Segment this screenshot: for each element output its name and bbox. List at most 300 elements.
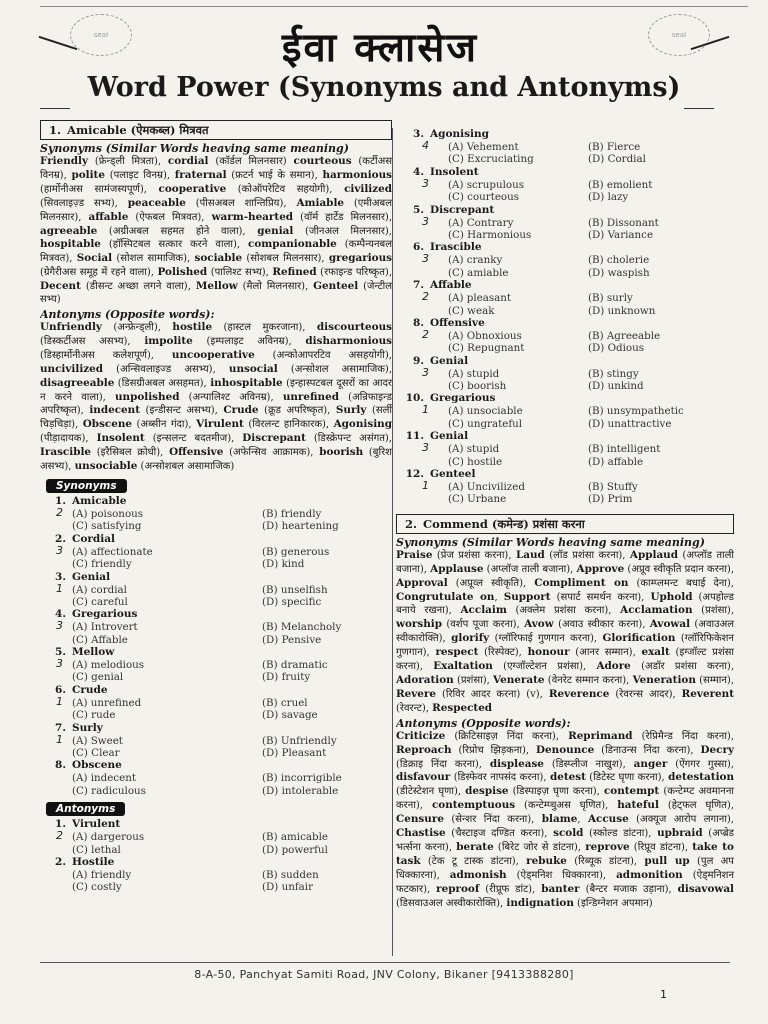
question-number: 1.: [55, 494, 66, 507]
question-title: [40, 646, 392, 659]
vocab-meaning: (सर्ली चिड़चिड़ा),: [40, 405, 392, 431]
handwritten-answer-mark: 2: [56, 505, 63, 519]
option-d: (D) unknown: [588, 304, 656, 317]
option-d: (D) savage: [262, 709, 318, 722]
option-c: (C) hostile: [448, 455, 503, 468]
vocab-word: disagreeable: [40, 376, 115, 389]
question-title: [40, 495, 392, 508]
vocab-word: Accuse: [587, 813, 629, 826]
vocab-word: Crude: [223, 404, 259, 417]
vocab-meaning: (फ्रेन्ड्ली मित्रता),: [88, 156, 168, 167]
section-number: 2.: [405, 516, 418, 531]
vocab-word: Decry: [700, 743, 735, 756]
option-row: [40, 694, 392, 709]
option-d: (D) heartening: [262, 520, 339, 533]
vocab-word: Offensive: [169, 446, 224, 459]
question-word: Offensive: [430, 316, 485, 329]
antonym-questions: [40, 818, 392, 894]
vocab-meaning: (सोशबल मिलनसार),: [242, 253, 329, 265]
vocab-word: Reproach: [396, 743, 452, 756]
vocab-meaning: (रेवरन्स आदर),: [609, 688, 682, 700]
question-number: 6.: [55, 683, 66, 696]
vocab-word: hostile: [172, 320, 213, 333]
option-d: (D) Variance: [588, 228, 654, 241]
vocab-meaning: (पालिश्ट सभ्य),: [207, 267, 273, 279]
footer-address: 8-A-50, Panchyat Samiti Road, JNV Colony, Bikaner [9413388280]: [194, 968, 574, 981]
vocab-meaning: (अप्रूव्ल स्वीकृति),: [447, 577, 535, 589]
handwritten-answer-mark: 1: [56, 694, 63, 708]
vocab-meaning: (आनर सम्मान),: [569, 647, 642, 659]
option-c: (C) courteous: [448, 191, 520, 204]
option-row: [396, 380, 734, 392]
option-row: [40, 747, 392, 759]
vocab-meaning: (इन्डिग्नेशन अपमान): [573, 897, 653, 909]
vocab-word: unsociable: [74, 460, 138, 473]
option-b: (B) incorrigible: [262, 772, 342, 785]
option-row: [40, 709, 392, 721]
vocab-word: Glorification: [602, 632, 676, 645]
vocab-meaning: (ग्लॉरिफाई गुणगान करना),: [489, 633, 603, 645]
right-column: [396, 128, 734, 910]
vocab-meaning: (फ्रटर्न भाई के समान),: [226, 169, 323, 181]
vocab-meaning: (अवाउ स्वीकार करना),: [553, 619, 650, 631]
vocab-meaning: (इन्हास्पटबल दूसरों का आदर न करने वाला),: [40, 377, 393, 403]
vocab-word: Surly: [335, 404, 367, 417]
question-item: [396, 128, 734, 166]
synonyms-heading: Synonyms (Similar Words heaving same meaning): [40, 142, 349, 155]
question-title: [396, 317, 734, 330]
question-title: [396, 355, 734, 368]
question-word: Genial: [72, 570, 111, 583]
handwritten-answer-mark: 3: [56, 543, 63, 557]
vocab-meaning: (क्रूड अपरिष्कृत),: [258, 405, 336, 417]
vocab-word: Polished: [157, 266, 208, 279]
vocab-word: Reverence: [548, 687, 610, 700]
vocab-word: despise: [465, 785, 509, 798]
vocab-word: Criticize: [396, 729, 446, 742]
antonym-questions-continued: [396, 128, 734, 506]
vocab-word: Congrutulate on: [396, 590, 495, 603]
footer-rule: [40, 962, 730, 963]
option-c: (C) careful: [72, 595, 128, 608]
option-row: [396, 254, 734, 266]
question-item: [40, 495, 392, 533]
vocab-meaning: (अक्यूज आरोप लगाना),: [628, 814, 734, 826]
vocab-word: exalt: [641, 646, 670, 659]
option-a: (A) Vehement: [448, 141, 519, 153]
option-row: [396, 443, 734, 455]
question-word: Discrepant: [430, 203, 495, 216]
vocab-word: worship: [396, 618, 442, 631]
question-word: Surly: [72, 721, 103, 734]
option-row: [40, 881, 392, 893]
vocab-word: admonish: [449, 868, 507, 881]
handwritten-answer-mark: 4: [422, 139, 429, 152]
section-header-commend: [396, 514, 734, 534]
synonyms-paragraph: [396, 549, 734, 716]
vocab-meaning: (वर्शप पूजा करना),: [441, 619, 525, 631]
vocab-word: polite: [71, 168, 105, 181]
option-d: (D) waspish: [588, 266, 650, 279]
vocab-word: unpolished: [114, 390, 180, 403]
option-row: [40, 581, 392, 596]
option-row: [396, 214, 734, 229]
vocab-word: blame: [541, 813, 578, 826]
option-b: (B) Agreeable: [588, 329, 661, 342]
vocab-word: scold: [553, 827, 584, 840]
option-b: (B) Stuffy: [588, 481, 638, 494]
vocab-meaning: (मैलो मिलनसार),: [237, 281, 314, 293]
vocab-word: Friendly: [40, 155, 89, 167]
option-row: [396, 229, 734, 241]
vocab-word: Censure: [396, 813, 444, 826]
option-row: [40, 831, 392, 843]
vocab-word: Exaltation: [433, 660, 493, 673]
question-word: Crude: [72, 683, 108, 696]
option-row: [40, 634, 392, 646]
question-number: 8.: [55, 759, 66, 772]
option-row: [40, 671, 392, 683]
vocab-meaning: (क्रिटिसाइज़ निंदा करना),: [445, 730, 569, 742]
vocab-word: disavowal: [677, 882, 734, 895]
option-b: (B) cholerie: [588, 254, 650, 267]
option-a: (A) friendly: [72, 868, 132, 881]
section-header-amicable: [40, 120, 392, 140]
vocab-word: gregarious: [328, 252, 393, 265]
question-title: [40, 722, 392, 735]
vocab-word: Irascible: [40, 446, 92, 459]
handwritten-answer-mark: 3: [422, 214, 429, 228]
vocab-word: Denounce: [536, 743, 595, 756]
vocab-meaning: (डिसवाउअल अस्वीकारोक्ति),: [396, 897, 507, 909]
question-word: Gregarious: [72, 608, 138, 621]
vocab-word: detestation: [668, 771, 735, 784]
section-title: Commend (कमेन्ड) प्रशंसा करना: [423, 516, 585, 531]
question-word: Hostile: [72, 855, 115, 868]
vocab-meaning: (सिवलाइज़्ड सभ्य),: [40, 197, 128, 209]
handwritten-answer-mark: 3: [56, 657, 63, 671]
option-row: [40, 520, 392, 532]
vocab-word: Genteel: [313, 280, 359, 293]
top-edge-rule: [40, 6, 748, 7]
question-word: Amicable: [72, 494, 127, 507]
option-c: (C) satisfying: [72, 520, 142, 533]
vocab-word: civilized: [344, 182, 392, 195]
column-divider: [392, 128, 393, 956]
option-row: [396, 267, 734, 279]
vocab-meaning: (कन्टेम्प्ट अवमानना करना),: [396, 786, 734, 812]
vocab-word: Acclamation: [620, 604, 693, 617]
vocab-meaning: (कॉर्डल मिलनसार): [208, 156, 294, 167]
vocab-meaning: (अप्लॉड ताली बजाना),: [396, 549, 735, 575]
vocab-meaning: (अपहोल्ड बनाये रखना),: [396, 591, 735, 617]
vocab-word: Virulent: [196, 418, 244, 431]
vocab-meaning: (बैन्टर मजाक उड़ाना),: [579, 883, 678, 895]
vocab-meaning: (रिविर आदर करना) (v),: [435, 688, 549, 700]
option-c: (C) costly: [72, 881, 122, 894]
vocab-meaning: (डीसन्ट अच्छा लगने वाला),: [80, 281, 196, 293]
vocab-meaning: (हास्टल मुकरजाना),: [212, 321, 317, 333]
synonyms-paragraph: [40, 155, 392, 307]
option-a: (A) melodious: [72, 659, 145, 672]
vocab-meaning: (कोऑपरेटिव सहयोगी),: [226, 183, 345, 195]
question-item: [396, 355, 734, 393]
vocab-word: Agonising: [333, 418, 392, 431]
question-number: 2.: [55, 532, 66, 545]
vocab-meaning: (डिसग्रीअबल असहमत),: [114, 377, 211, 389]
option-b: (B) sudden: [262, 868, 319, 881]
option-row: [40, 869, 392, 881]
vocab-meaning: (स्कोल्ड डांटना),: [583, 828, 658, 840]
vocab-meaning: (डीटेस्टेशन घृणा),: [396, 786, 466, 798]
vocab-word: honour: [527, 646, 570, 659]
option-b: (B) intelligent: [588, 443, 661, 456]
vocab-word: inhospitable: [210, 376, 283, 389]
left-column: [40, 120, 392, 894]
vocab-meaning: (अन्पालिश्ट अविनम्र),: [179, 391, 283, 403]
question-number: 5.: [413, 203, 424, 216]
vocab-meaning: (डिस्हार्मोनीअस कलेशपूर्ण),: [40, 349, 172, 361]
vocab-meaning: (एग्जॉल्टेशन प्रशंसा),: [492, 661, 597, 673]
vocab-word: courteous: [293, 155, 352, 167]
vocab-word: genial: [257, 224, 294, 237]
option-c: (C) Excruciating: [448, 153, 534, 166]
question-item: [396, 204, 734, 242]
vocab-word: Venerate: [493, 673, 545, 686]
section-title: Amicable (ऐमकब्ल) मित्रवत: [67, 123, 209, 137]
vocab-meaning: (लॉड प्रशंसा करना),: [544, 549, 630, 561]
option-c: (C) Affable: [72, 633, 128, 646]
option-a: (A) unrefined: [72, 696, 142, 709]
vocab-word: Respected: [432, 701, 493, 714]
option-c: (C) boorish: [448, 380, 507, 393]
vocab-word: cordial: [167, 155, 209, 167]
question-word: Virulent: [72, 818, 121, 831]
header: [0, 14, 768, 71]
option-d: (D) unattractive: [588, 417, 672, 430]
handwritten-answer-mark: 1: [422, 403, 429, 417]
option-d: (D) affable: [588, 455, 644, 468]
vocab-meaning: (ऐड्मनिशन फटकार),: [396, 869, 734, 895]
vocab-word: anger: [633, 757, 668, 770]
option-d: (D) unkind: [588, 380, 644, 393]
vocab-word: berate: [456, 840, 494, 853]
option-a: (A) pleasant: [448, 292, 512, 305]
vocab-meaning: (इरैसिबल क्रोधी),: [91, 447, 170, 459]
option-c: (C) Urbane: [448, 493, 507, 506]
title-rule-left: [40, 108, 70, 109]
question-number: 3.: [55, 570, 66, 583]
option-b: (B) amicable: [262, 831, 328, 844]
antonyms-badge: Antonyms: [46, 802, 125, 816]
question-word: Insolent: [430, 165, 479, 178]
vocab-meaning: (अब्सीन गंदा),: [132, 419, 197, 431]
option-d: (D) Pleasant: [262, 747, 327, 760]
option-d: (D) Pensive: [262, 633, 322, 646]
option-a: (A) unsociable: [448, 405, 523, 418]
question-number: 6.: [413, 241, 424, 254]
vocab-word: unsocial: [228, 362, 278, 375]
handwritten-answer-mark: 3: [422, 176, 429, 190]
option-row: [396, 176, 734, 191]
option-row: [396, 365, 734, 380]
handwritten-answer-mark: 3: [422, 441, 429, 455]
handwritten-answer-mark: 2: [56, 829, 63, 843]
option-c: (C) Repugnant: [448, 342, 525, 355]
option-a: (A) Obnoxious: [448, 329, 522, 342]
vocab-meaning: (रिप्रूव डांटना),: [629, 841, 693, 853]
question-item: [40, 759, 392, 797]
vocab-word: reproof: [436, 882, 480, 895]
vocab-meaning: (अडॉर प्रशंसा करना),: [630, 661, 735, 673]
option-a: (A) stupid: [448, 443, 500, 456]
question-title: [396, 128, 734, 141]
question-title: [396, 392, 734, 405]
vocab-word: Insolent: [96, 432, 145, 445]
question-title: [396, 279, 734, 292]
vocab-meaning: (रीप्रूफ डांट),: [479, 883, 542, 895]
vocab-meaning: (डिस्प्लीज नाखुश),: [543, 758, 634, 770]
question-number: 4.: [55, 608, 66, 621]
vocab-word: fraternal: [174, 168, 227, 181]
vocab-meaning: (विरलन्ट हानिकारक),: [243, 419, 334, 431]
antonyms-heading: Antonyms (Opposite words):: [40, 307, 215, 321]
option-c: (C) ungrateful: [448, 417, 523, 430]
question-number: 9.: [413, 354, 424, 367]
option-c: (C) rude: [72, 709, 116, 722]
vocab-word: pull up: [644, 854, 690, 867]
vocab-meaning: (रिस्पेक्ट),: [478, 647, 528, 659]
option-d: (D) Cordial: [588, 153, 646, 166]
option-row: [396, 327, 734, 342]
option-a: (A) stupid: [448, 367, 500, 380]
vocab-word: reprove: [585, 840, 630, 853]
option-d: (D) powerful: [262, 843, 328, 856]
question-word: Genteel: [430, 468, 476, 481]
question-word: Genial: [430, 354, 469, 367]
vocab-meaning: (वॉर्म हार्टेड मिलनसार),: [293, 211, 392, 223]
vocab-word: Chastise: [396, 827, 446, 840]
vocab-meaning: (अफेन्सिव आक्रामक),: [223, 447, 320, 459]
vocab-word: Avowal: [649, 618, 691, 631]
vocab-meaning: (रिप्रोच झिड़कना),: [451, 744, 537, 756]
option-b: (B) stingy: [588, 367, 639, 380]
handwritten-answer-mark: 2: [422, 290, 429, 304]
question-word: Agonising: [430, 128, 489, 140]
antonyms-heading: Antonyms (Opposite words):: [396, 716, 571, 730]
synonym-questions: [40, 495, 392, 797]
question-item: [40, 571, 392, 609]
vocab-meaning: (कम्पैन्यनबल मित्रवत),: [40, 239, 393, 265]
option-b: (B) emolient: [588, 178, 653, 191]
vocab-word: Social: [76, 252, 113, 265]
vocab-word: Reprimand: [568, 729, 633, 742]
vocab-meaning: (जीनअल मिलनसार),: [293, 225, 392, 237]
vocab-word: disharmonious: [305, 334, 392, 347]
synonyms-heading: Synonyms (Similar Words heaving same meaning): [396, 535, 705, 549]
option-row: [40, 558, 392, 570]
question-title: [396, 204, 734, 217]
vocab-word: Discrepant: [242, 432, 306, 445]
question-item: [40, 646, 392, 684]
vocab-word: Veneration: [632, 673, 696, 686]
vocab-word: hateful: [617, 799, 659, 812]
vocab-meaning: (सोशल सामाजिक),: [112, 253, 195, 265]
vocab-word: boorish: [319, 446, 364, 459]
question-title: [396, 468, 734, 481]
vocab-meaning: ,: [494, 591, 504, 603]
vocab-word: Obscene: [82, 418, 133, 431]
vocab-meaning: (वेनरेट सम्मान करना),: [544, 674, 633, 686]
option-row: [396, 292, 734, 304]
vocab-word: displease: [489, 757, 544, 770]
handwritten-answer-mark: 2: [422, 327, 429, 341]
vocab-word: Decent: [40, 280, 81, 293]
option-c: (C) friendly: [72, 558, 132, 571]
vocab-meaning: (इन्सलन्ट बदतमीज),: [144, 433, 243, 445]
option-row: [396, 305, 734, 317]
question-title: [40, 533, 392, 546]
question-item: [40, 608, 392, 646]
vocab-meaning: (हेट्फल घृणित),: [658, 800, 735, 812]
option-a: (A) dargerous: [72, 831, 145, 844]
vocab-word: peaceable: [127, 196, 186, 209]
vocab-word: admonition: [616, 868, 683, 881]
vocab-meaning: (डिक्राइ निंदा करना),: [396, 758, 490, 770]
vocab-meaning: (एमीअबल मिलनसार),: [40, 197, 393, 223]
option-row: [40, 785, 392, 797]
question-title: [40, 571, 392, 584]
question-word: Genial: [430, 430, 469, 443]
vocab-meaning: (अप्ब्रेड भर्त्सना करना),: [396, 828, 734, 853]
vocab-meaning: (रेप्रिमैन्ड निंदा करना),: [632, 730, 734, 742]
option-row: [396, 481, 734, 493]
vocab-meaning: (ग्रेगैरीअस समूह में रहने वाला),: [40, 267, 158, 279]
vocab-meaning: (जेन्टील सभ्य): [40, 281, 392, 306]
vocab-meaning: (अन्कोआपरटिव असहयोगी),: [254, 349, 392, 361]
vocab-word: discourteous: [316, 320, 392, 333]
vocab-meaning: (बिरेट जोर से डांटना),: [493, 841, 586, 853]
vocab-word: unrefined: [282, 390, 339, 403]
vocab-word: indignation: [506, 896, 574, 909]
option-a: (A) cranky: [448, 254, 503, 267]
vocab-meaning: (रिब्यूक डांटना),: [566, 855, 645, 867]
vocab-meaning: (डिस्क्रेपन्ट असंगत),: [305, 433, 392, 445]
vocab-meaning: (अक्लेम प्रशंसा करना),: [506, 605, 621, 617]
vocab-meaning: (डिस्फेवर नापसंद करना),: [450, 772, 550, 784]
vocab-meaning: (टेक टू टास्क डांटना),: [420, 855, 527, 867]
vocab-word: Approval: [396, 576, 448, 589]
option-b: (B) unsympathetic: [588, 405, 684, 418]
option-row: [40, 505, 392, 520]
vocab-meaning: (डिस्कर्टीअस असभ्य),: [40, 335, 145, 347]
vocab-word: Applause: [430, 562, 484, 575]
question-item: [40, 533, 392, 571]
option-d: (D) unfair: [262, 881, 313, 894]
option-b: (B) cruel: [262, 696, 308, 709]
vocab-meaning: (ग्लॉरिफिकेशन गुणगान),: [396, 633, 734, 659]
vocab-meaning: (अग्रीअबल सहमत होने वाला),: [97, 225, 258, 237]
vocab-meaning: (अन्रिफाइन्ड अपरिष्कृत),: [40, 391, 392, 417]
vocab-word: contemptuous: [431, 799, 516, 812]
vocab-meaning: (हार्मोनीअस सामंजस्यपूर्ण),: [40, 183, 159, 195]
vocab-meaning: (ऐड्मनिश धिक्कारना),: [506, 869, 617, 881]
vocab-meaning: (कर्टीअस विनम्र),: [40, 156, 392, 181]
option-d: (D) lazy: [588, 191, 629, 204]
option-row: [40, 659, 392, 671]
option-d: (D) kind: [262, 558, 305, 571]
question-number: 5.: [55, 646, 66, 659]
